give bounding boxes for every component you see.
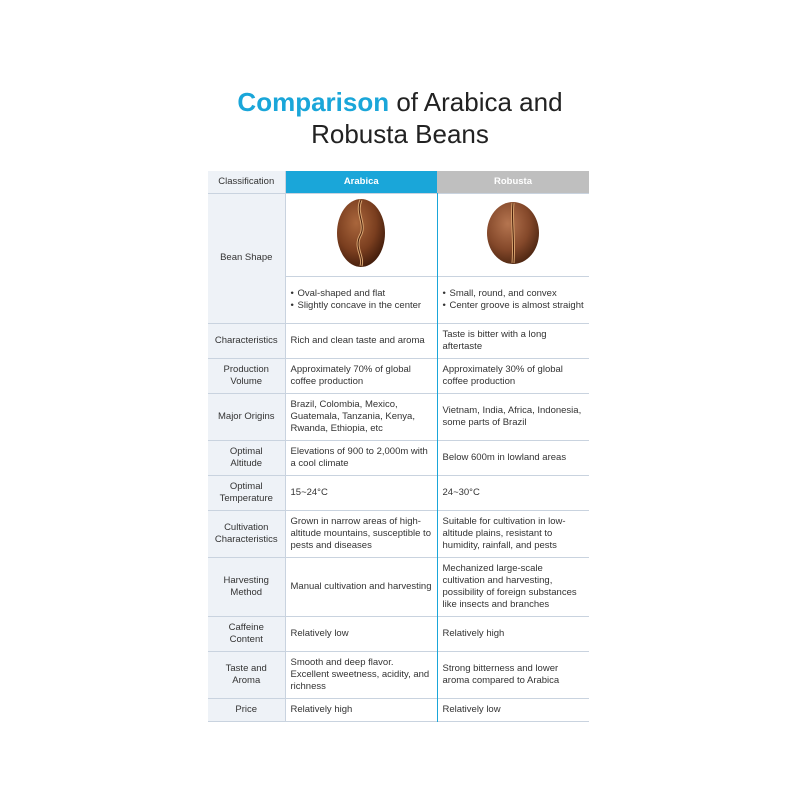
list-item: • Oval-shaped and flat bbox=[291, 288, 432, 300]
list-item: • Slightly concave in the center bbox=[291, 300, 432, 312]
row-label: Harvesting Method bbox=[208, 557, 285, 616]
arabica-cell: Rich and clean taste and aroma bbox=[285, 323, 437, 358]
row-label: Optimal Altitude bbox=[208, 440, 285, 475]
arabica-cell: Relatively low bbox=[285, 616, 437, 651]
arabica-cell: 15~24°C bbox=[285, 475, 437, 510]
page-title bbox=[0, 86, 800, 150]
robusta-cell: Relatively low bbox=[442, 703, 501, 715]
row-label: Production Volume bbox=[208, 358, 285, 393]
robusta-cell: Vietnam, India, Africa, Indonesia, some parts of Brazil bbox=[442, 404, 582, 428]
table-row bbox=[208, 358, 589, 393]
table-row bbox=[208, 475, 589, 510]
header-row bbox=[208, 171, 589, 193]
robusta-bean-icon bbox=[485, 199, 541, 267]
title-line2: Robusta Beans bbox=[311, 119, 489, 149]
title-highlight: Comparison bbox=[237, 87, 390, 117]
table-row bbox=[208, 557, 589, 616]
arabica-shape-cell bbox=[285, 276, 437, 323]
row-label: Cultivation Characteristics bbox=[208, 510, 285, 557]
title-line1: of Arabica and bbox=[389, 87, 563, 117]
bean-image-row bbox=[208, 193, 589, 276]
table-row bbox=[208, 698, 589, 721]
row-label: Price bbox=[208, 698, 285, 721]
robusta-bean-cell bbox=[437, 193, 589, 276]
arabica-cell: Relatively high bbox=[285, 698, 437, 721]
robusta-cell: Below 600m in lowland areas bbox=[442, 451, 567, 463]
robusta-cell: Approximately 30% of global coffee production bbox=[442, 363, 563, 387]
arabica-bean-icon bbox=[333, 196, 389, 270]
robusta-cell: Suitable for cultivation in low-altitude plains, resistant to humidity, rainfall, and pests bbox=[442, 515, 566, 551]
row-label: Characteristics bbox=[208, 323, 285, 358]
list-item: • Center groove is almost straight bbox=[443, 300, 585, 312]
robusta-cell: Relatively high bbox=[442, 627, 505, 639]
arabica-cell: Approximately 70% of global coffee production bbox=[285, 358, 437, 393]
header-robusta: Robusta bbox=[437, 171, 589, 193]
table-row bbox=[208, 510, 589, 557]
table-row bbox=[208, 323, 589, 358]
table-row bbox=[208, 440, 589, 475]
robusta-cell: Taste is bitter with a long aftertaste bbox=[442, 328, 547, 352]
arabica-cell: Brazil, Colombia, Mexico, Guatemala, Tanzania, Kenya, Rwanda, Ethiopia, etc bbox=[285, 393, 437, 440]
arabica-cell: Manual cultivation and harvesting bbox=[285, 557, 437, 616]
robusta-cell: Mechanized large-scale cultivation and harvesting, possibility of foreign substances like insects and branches bbox=[442, 562, 577, 610]
arabica-cell: Elevations of 900 to 2,000m with a cool climate bbox=[285, 440, 437, 475]
robusta-cell: Strong bitterness and lower aroma compared to Arabica bbox=[442, 662, 560, 686]
table-row bbox=[208, 393, 589, 440]
row-label: Taste and Aroma bbox=[208, 651, 285, 698]
table-row bbox=[208, 616, 589, 651]
arabica-bean-cell bbox=[285, 193, 437, 276]
header-classification: Classification bbox=[208, 171, 285, 193]
row-label: Caffeine Content bbox=[208, 616, 285, 651]
row-label: Major Origins bbox=[208, 393, 285, 440]
arabica-cell: Grown in narrow areas of high-altitude mountains, susceptible to pests and diseases bbox=[285, 510, 437, 557]
arabica-shape-list bbox=[291, 288, 432, 312]
robusta-shape-cell bbox=[437, 276, 589, 323]
row-label-bean-shape: Bean Shape bbox=[208, 193, 285, 323]
table-row bbox=[208, 651, 589, 698]
header-arabica: Arabica bbox=[285, 171, 437, 193]
comparison-table bbox=[208, 171, 589, 722]
list-item: • Small, round, and convex bbox=[443, 288, 585, 300]
robusta-shape-list bbox=[443, 288, 585, 312]
row-label: Optimal Temperature bbox=[208, 475, 285, 510]
robusta-cell: 24~30°C bbox=[442, 486, 480, 498]
arabica-cell: Smooth and deep flavor. Excellent sweetness, acidity, and richness bbox=[285, 651, 437, 698]
